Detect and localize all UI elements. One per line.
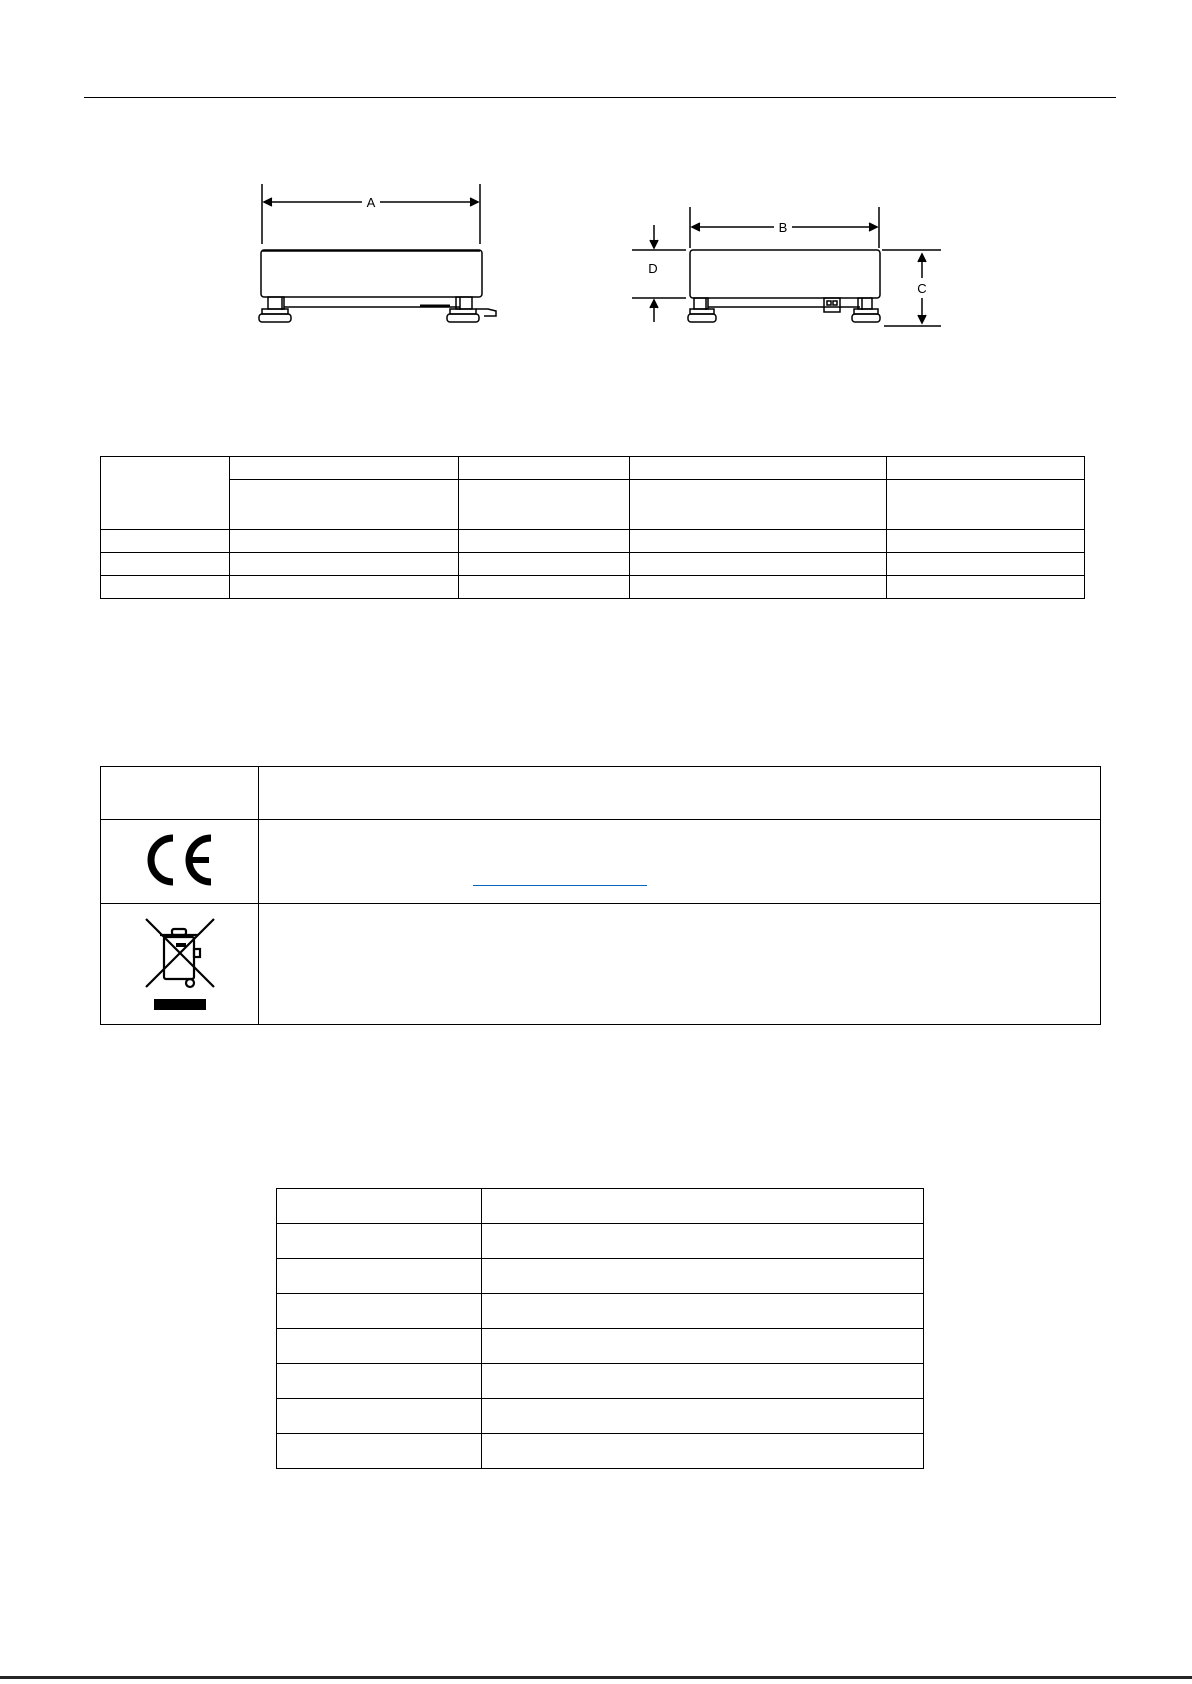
table-cell xyxy=(277,1329,482,1364)
specification-table xyxy=(276,1188,924,1469)
table-cell xyxy=(259,904,1101,1025)
table-cell xyxy=(277,1189,482,1224)
table-cell xyxy=(630,480,887,530)
table-cell xyxy=(101,820,259,904)
table-cell xyxy=(482,1399,924,1434)
table-cell xyxy=(230,480,459,530)
table-row xyxy=(101,576,1085,599)
table-cell xyxy=(101,767,259,820)
table-cell xyxy=(630,553,887,576)
table-cell xyxy=(887,530,1085,553)
table-cell xyxy=(630,457,887,480)
table-cell xyxy=(482,1434,924,1469)
ce-mark-icon xyxy=(143,830,217,890)
table-cell xyxy=(630,576,887,599)
table-row xyxy=(277,1224,924,1259)
table-cell xyxy=(259,767,1101,820)
table-cell xyxy=(230,576,459,599)
table-cell xyxy=(482,1364,924,1399)
table-cell xyxy=(887,480,1085,530)
table-cell xyxy=(277,1399,482,1434)
table-row xyxy=(277,1329,924,1364)
table-cell xyxy=(230,457,459,480)
table-cell xyxy=(482,1294,924,1329)
table-cell xyxy=(101,530,230,553)
table-cell xyxy=(887,553,1085,576)
dimensions-table xyxy=(100,456,1085,599)
table-cell xyxy=(277,1224,482,1259)
table-cell xyxy=(230,530,459,553)
table-row xyxy=(101,553,1085,576)
table-cell xyxy=(459,553,630,576)
crossed-out-wheelie-bin-icon xyxy=(140,915,220,1011)
table-cell xyxy=(101,904,259,1025)
table-row xyxy=(277,1364,924,1399)
table-row xyxy=(277,1434,924,1469)
certification-table xyxy=(100,766,1101,1025)
table-cell xyxy=(459,530,630,553)
table-cell xyxy=(101,576,230,599)
table-row xyxy=(101,480,1085,530)
table-row xyxy=(101,820,1101,904)
front-view-drawing xyxy=(259,184,496,322)
label-c: C xyxy=(917,281,927,296)
table-cell xyxy=(277,1294,482,1329)
label-a: A xyxy=(366,195,376,210)
table-row xyxy=(101,530,1085,553)
table-row xyxy=(101,767,1101,820)
table-cell xyxy=(482,1259,924,1294)
table-cell xyxy=(887,457,1085,480)
table-row xyxy=(277,1399,924,1434)
table-cell xyxy=(630,530,887,553)
table-row xyxy=(101,904,1101,1025)
table-row xyxy=(277,1294,924,1329)
table-cell xyxy=(459,480,630,530)
table-cell xyxy=(277,1434,482,1469)
footer-artifact xyxy=(0,1676,1192,1679)
table-cell xyxy=(101,457,230,530)
label-b: B xyxy=(778,220,788,235)
table-cell xyxy=(482,1189,924,1224)
table-cell xyxy=(887,576,1085,599)
table-cell xyxy=(101,553,230,576)
table-cell xyxy=(482,1224,924,1259)
table-cell xyxy=(230,553,459,576)
label-d: D xyxy=(648,261,658,276)
table-cell xyxy=(277,1259,482,1294)
hyperlink-underline[interactable] xyxy=(473,885,647,886)
dimension-drawings xyxy=(0,0,1192,380)
table-cell xyxy=(459,576,630,599)
table-cell xyxy=(482,1329,924,1364)
table-cell xyxy=(259,820,1101,904)
table-row xyxy=(101,457,1085,480)
table-cell xyxy=(459,457,630,480)
table-cell xyxy=(277,1364,482,1399)
table-row xyxy=(277,1259,924,1294)
table-row xyxy=(277,1189,924,1224)
